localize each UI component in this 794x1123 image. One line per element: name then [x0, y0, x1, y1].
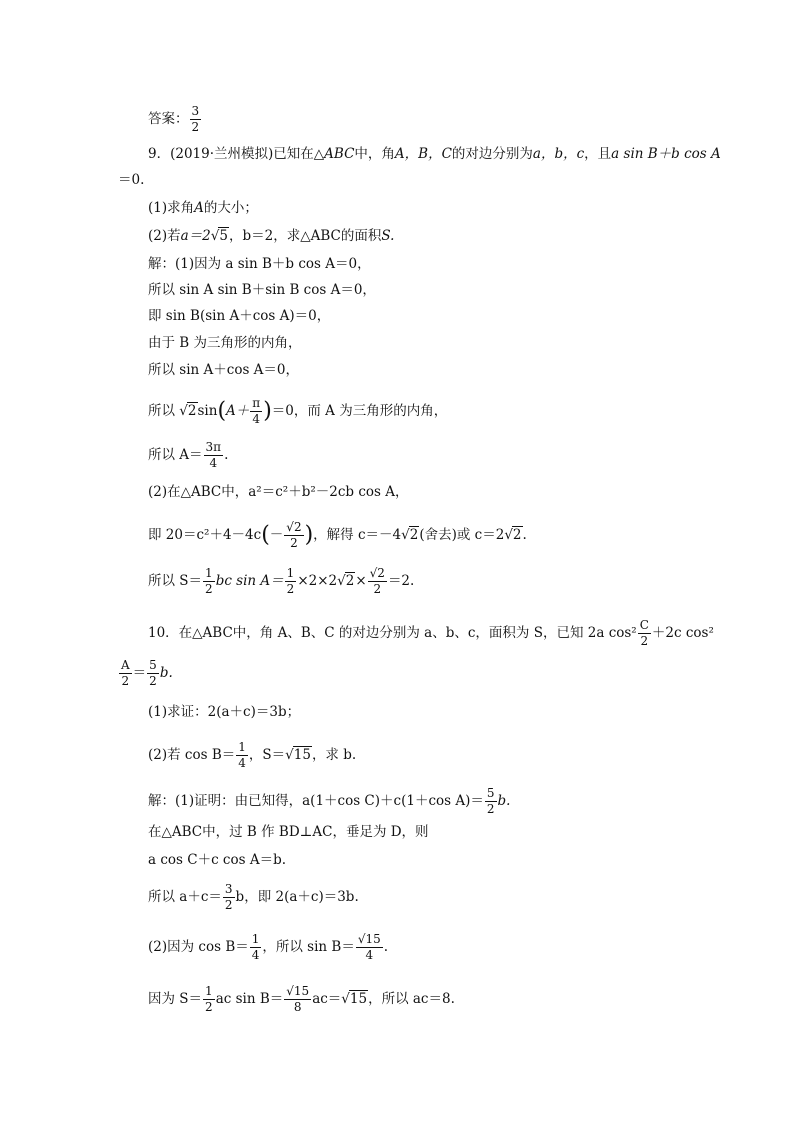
q10-cont-end: b. [159, 665, 173, 681]
l9-num: √2 [286, 520, 302, 534]
q10-p2-frac [236, 740, 248, 771]
q9-sol-1 [148, 254, 371, 274]
q10-s4-d: 2 [224, 898, 233, 912]
q9-sol-2 [148, 280, 376, 300]
q10-s6-d2: 8 [293, 1000, 302, 1014]
q10-s1-d: 2 [486, 802, 495, 816]
paren-left: ( [217, 398, 227, 424]
q9-sol-line: 即 sin B(sin A＋cos A)＝0， [148, 308, 331, 324]
l6-c: sin [197, 403, 218, 419]
q9-angles: A，B，C [394, 146, 452, 162]
q9-cond-end: ＝0. [118, 172, 145, 188]
l10-frac2 [285, 566, 297, 597]
q10-s4-a: 所以 a＋c＝ [148, 889, 222, 905]
answer-fraction [190, 104, 202, 135]
q9-header-cont [118, 170, 144, 190]
sqrt-symbol: √15 [341, 991, 368, 1007]
q9-p2-d: ，b＝2，求△ABC的面积 [228, 228, 382, 244]
q10-sol-4 [148, 882, 359, 913]
q10-s5-d2: 4 [365, 948, 374, 962]
q9-part1 [148, 198, 258, 218]
q9-sol-4 [148, 333, 302, 353]
sqrt-symbol: √2 [179, 403, 197, 419]
answer-den: 2 [191, 120, 200, 134]
q9-p2-b: a＝2 [180, 228, 211, 244]
l10-frac3 [368, 566, 387, 597]
q10-cont-frac2 [147, 658, 159, 689]
q9-head3: 的对边分别为 [451, 146, 533, 162]
q10-p2-c: ，求 b. [311, 747, 357, 763]
l10-d3: 2 [373, 582, 382, 596]
q10-p2-n: 1 [238, 740, 246, 754]
q10-cont-mid: ＝ [132, 665, 147, 681]
l6-rad: 2 [187, 403, 197, 419]
l8: (2)在△ABC中，a²＝c²＋b²－2cb cos A， [148, 484, 409, 500]
l9-c: 2 [409, 527, 419, 543]
q10-head-a: 10．在△ABC中，角 A、B、C 的对边分别为 a、b、c，面积为 S，已知 2a cos² [148, 625, 637, 641]
q9-sol-line: 所以 sin A sin B＋sin B cos A＝0， [148, 282, 376, 298]
l10-a: 所以 S＝ [148, 573, 203, 589]
q10-header-cont [118, 658, 173, 689]
q9-head2: 中，角 [354, 146, 395, 162]
l6-d: A＋ [226, 403, 250, 419]
q10-cont-d1: 2 [121, 674, 130, 688]
q10-sol-6 [148, 984, 455, 1015]
l9-d: (舍去)或 c＝2 [419, 527, 505, 543]
q10-s5-a: (2)因为 cos B＝ [148, 939, 249, 955]
q10-p2-d: 4 [238, 756, 246, 770]
l6-num: π [252, 396, 261, 410]
q10-s6-d: 2 [205, 1000, 213, 1014]
q10-s4-frac [223, 882, 235, 913]
q10-s5-c: . [383, 939, 389, 955]
q10-cont-d2: 2 [149, 674, 157, 688]
q10-sol-5 [148, 932, 388, 963]
sqrt-symbol: √2 [504, 527, 522, 543]
answer-label: 答案： [148, 111, 189, 127]
q10-s6-r: 15 [293, 984, 310, 998]
q10-part2 [148, 740, 356, 771]
l10-frac1 [203, 566, 215, 597]
l10-e: ＝2. [387, 573, 415, 589]
l10-d2: 2 [286, 582, 295, 596]
q10-s6-n: 1 [205, 984, 213, 998]
q9-sol-line: 由于 B 为三角形的内角， [148, 335, 302, 351]
q10-cont-n2: 5 [149, 658, 157, 672]
q9-abc: ABC [324, 146, 355, 162]
q10-p2-b: ，S＝ [248, 747, 286, 763]
q10-sol-3 [148, 850, 286, 870]
l10-d1: 2 [205, 582, 213, 596]
q10-s5-n: 1 [251, 932, 260, 946]
q9-p1-var: A [194, 200, 204, 216]
q9-p2-rad: 5 [219, 228, 228, 244]
q10-header [148, 618, 714, 649]
q10-p2-a: (2)若 cos B＝ [148, 747, 236, 763]
q10-s1-n: 5 [486, 786, 495, 800]
q9-header [148, 144, 721, 164]
sqrt-symbol: √2 [337, 573, 355, 589]
paren-right: ) [304, 522, 314, 548]
q10-cont-frac1 [119, 658, 132, 689]
q10-head-frac [638, 618, 651, 649]
q10-s4-n: 3 [224, 882, 233, 896]
q9-sides: a，b，c [532, 146, 585, 162]
q10-s5-b: ，所以 sin B＝ [262, 939, 355, 955]
l9-frac [284, 520, 303, 551]
q9-part2 [148, 226, 394, 246]
l9-num-rad: 2 [293, 520, 302, 534]
q9-sol-7 [148, 440, 228, 471]
q9-sol-3 [148, 306, 330, 326]
paren-left: ( [261, 522, 270, 548]
q10-s6-frac [203, 984, 215, 1015]
q9-head4: ，且 [584, 146, 612, 162]
l9-den: 2 [290, 536, 298, 550]
l10-n3: √2 [369, 566, 385, 580]
q9-p2-a: (2)若 [148, 228, 181, 244]
q10-s5-frac2 [356, 932, 383, 963]
q10-p2-r: 15 [293, 747, 311, 763]
l6-frac [250, 396, 262, 427]
l10-c: ×2×2 [297, 573, 338, 589]
q9-sol-line: 所以 sin A＋cos A＝0， [148, 362, 300, 378]
q10-head-d: 2 [640, 634, 649, 648]
q9-sol-5 [148, 360, 299, 380]
q10-s3: a cos C＋c cos A＝b. [148, 852, 287, 868]
q9-sol-10 [148, 566, 414, 597]
l9-e: 2 [512, 527, 522, 543]
q9-p1-end: 的大小； [203, 200, 258, 216]
l9-f: . [522, 527, 527, 543]
sqrt-symbol: √5 [210, 228, 228, 244]
q10-s6-frac2 [284, 984, 311, 1015]
q9-sol-line: 解：(1)因为 a sin B＋b cos A＝0， [148, 256, 371, 272]
previous-answer [148, 104, 202, 135]
q9-cond: a sin B＋b cos A [611, 146, 721, 162]
l7-frac [204, 440, 224, 471]
q10-s6-b: ac sin B＝ [215, 991, 284, 1007]
l10-r: 2 [345, 573, 355, 589]
q9-sol-6 [148, 396, 447, 427]
l7-num: 3π [205, 440, 222, 454]
sqrt-symbol: √2 [401, 527, 419, 543]
answer-num: 3 [191, 104, 200, 118]
l7-a: 所以 A＝ [148, 447, 203, 463]
q10-s5-num2: √15 [357, 932, 381, 946]
q10-sol-2 [148, 822, 429, 842]
l9-b: ，解得 c＝－4 [313, 527, 402, 543]
q10-s6-num2: √15 [286, 984, 310, 998]
q10-s6-e: ，所以 ac＝8. [368, 991, 455, 1007]
l7-den: 4 [209, 456, 218, 470]
q10-s6-r2: 15 [349, 991, 368, 1007]
l10-n1: 1 [205, 566, 213, 580]
q9-head: 9．(2019·兰州模拟)已知在△ [148, 146, 325, 162]
q10-s1-b: b. [497, 793, 511, 809]
q9-sol-8 [148, 482, 408, 502]
l6-a: 所以 [148, 403, 175, 419]
l6-e: ＝0，而 A 为三角形的内角， [271, 403, 448, 419]
q10-p1: (1)求证：2(a＋c)＝3b； [148, 704, 301, 720]
q10-part1 [148, 702, 300, 722]
l10-n2: 1 [286, 566, 295, 580]
q10-s2: 在△ABC中，过 B 作 BD⊥AC，垂足为 D，则 [148, 824, 429, 840]
q10-s1-frac [485, 786, 497, 817]
q10-cont-n1: A [121, 658, 130, 672]
q9-sol-9: 即 20＝c²＋4－4c(－ $\frac{√2}{2}$ )，解得 c＝－4√2(舍去)或 c＝2√2. [148, 520, 527, 550]
q9-p1: (1)求角 [148, 200, 195, 216]
q10-s5-frac [250, 932, 262, 963]
l10-b: bc sin A＝ [215, 573, 284, 589]
q10-s4-b: b，即 2(a＋c)＝3b. [235, 889, 359, 905]
paren-right: ) [263, 398, 272, 424]
l10-n3-rad: 2 [377, 566, 385, 580]
q10-head-b: ＋2c cos² [651, 625, 714, 641]
q10-s5-r: 15 [365, 932, 381, 946]
l9-a: 即 20＝c²＋4－4c [148, 527, 262, 543]
l10-d: × [355, 573, 367, 589]
q10-head-n: C [639, 618, 649, 632]
sqrt-symbol: √15 [285, 747, 311, 763]
l7-e: . [224, 447, 229, 463]
q9-p2-e: S. [381, 228, 395, 244]
q10-s5-d: 4 [251, 948, 260, 962]
q10-sol-1 [148, 786, 510, 817]
q10-s1-a: 解：(1)证明：由已知得，a(1＋cos C)＋c(1＋cos A)＝ [148, 793, 484, 809]
q10-s6-a: 因为 S＝ [148, 991, 203, 1007]
q10-s6-c: ac＝ [312, 991, 342, 1007]
l6-den: 4 [252, 412, 261, 426]
